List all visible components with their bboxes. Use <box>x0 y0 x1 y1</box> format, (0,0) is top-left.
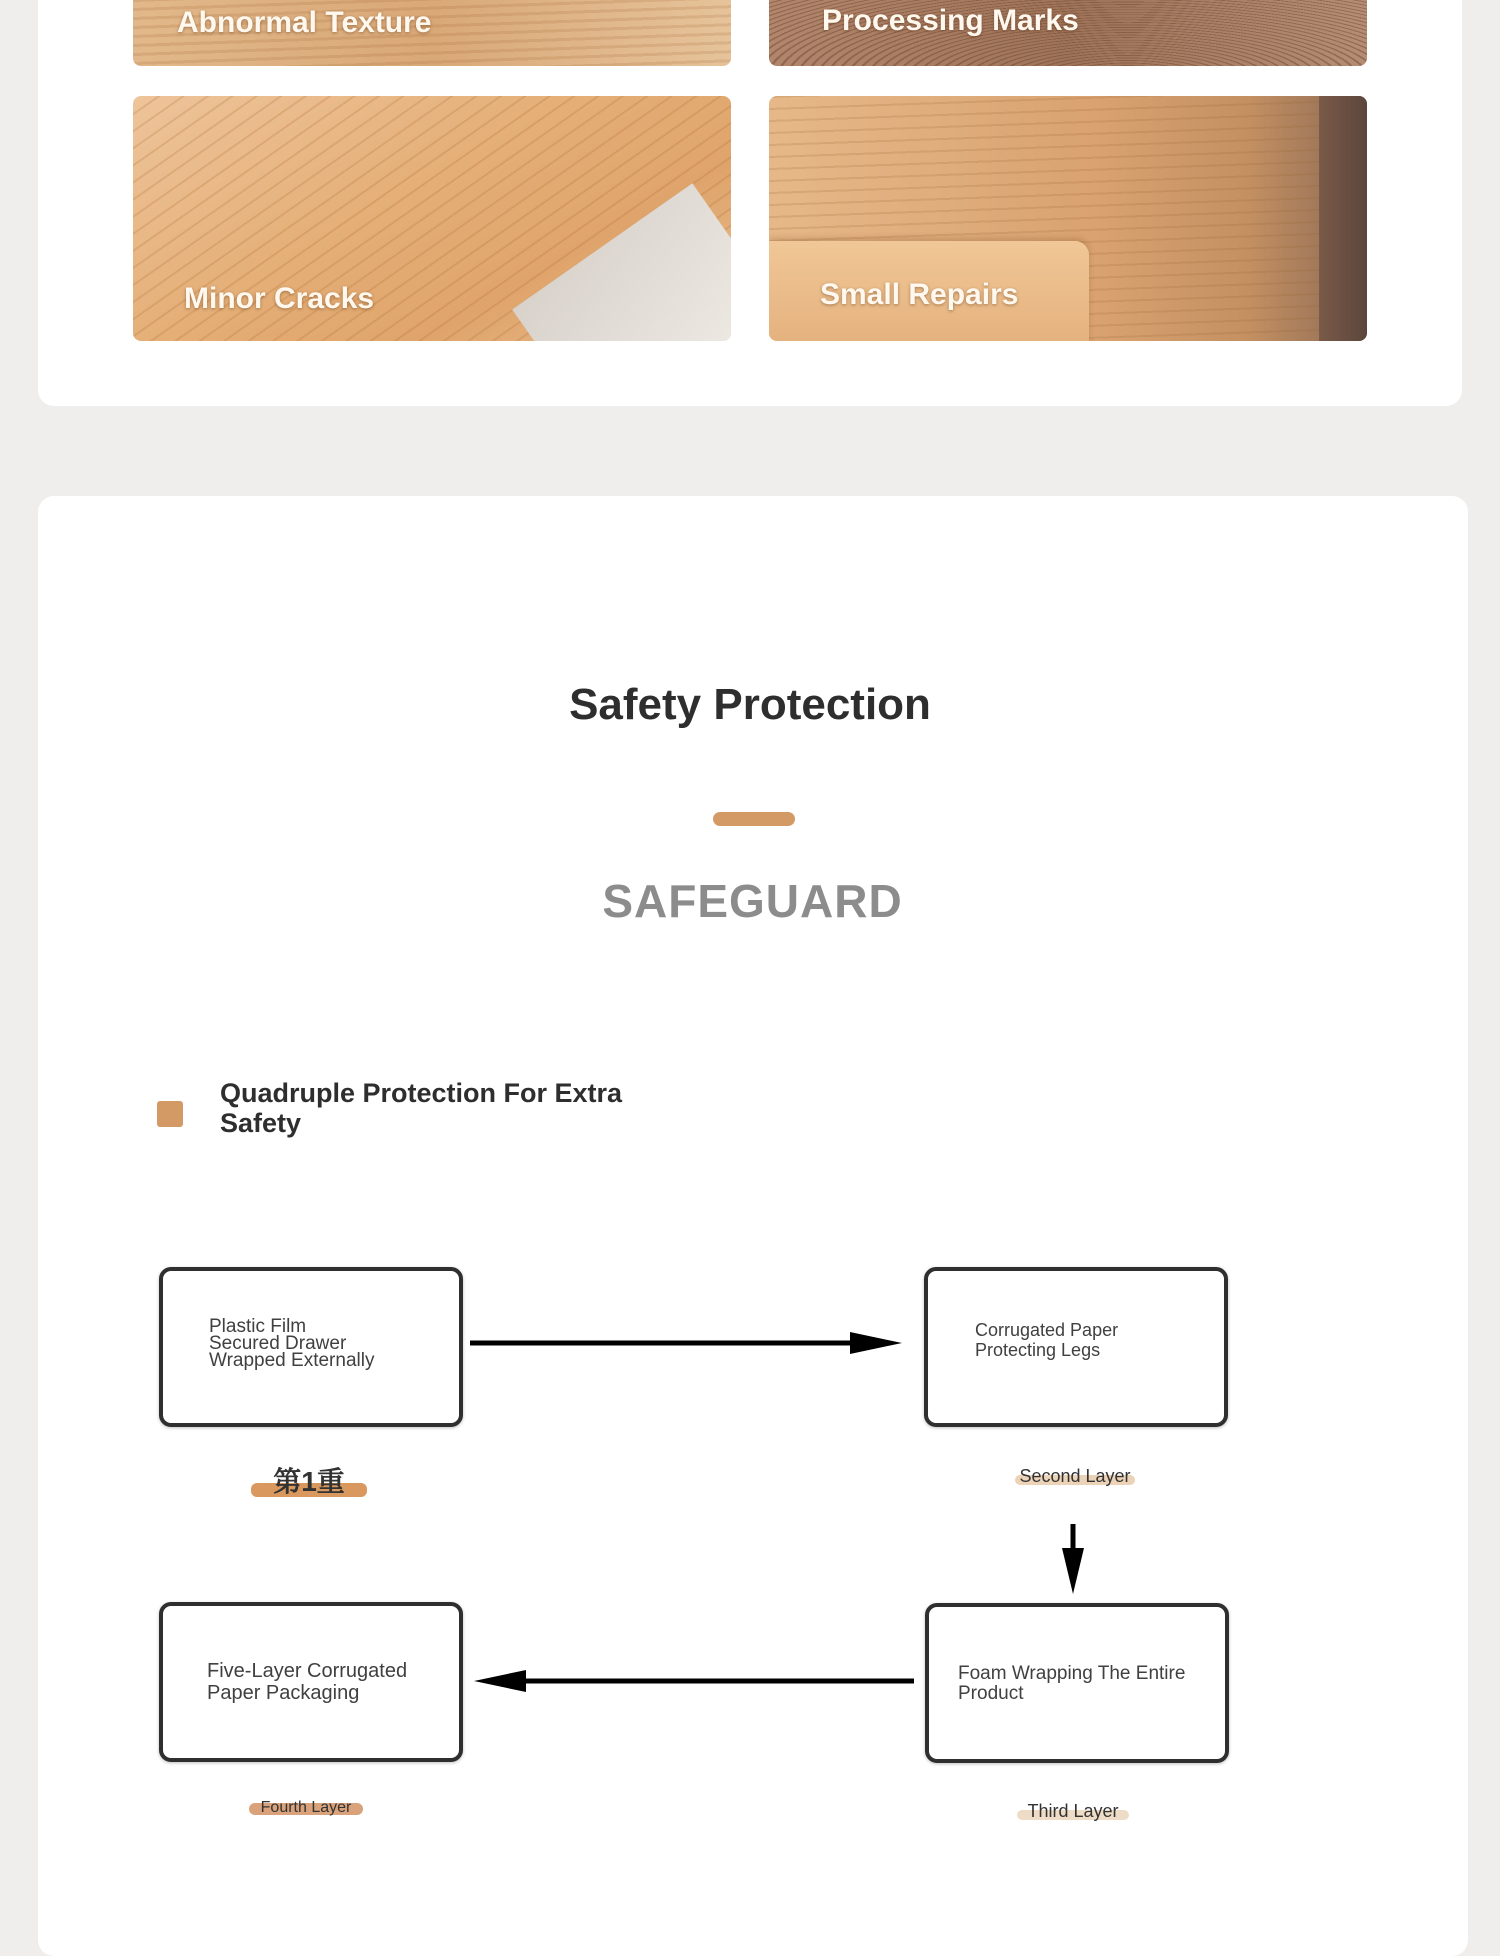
layer-tag-1-text: 第1重 <box>273 1466 345 1497</box>
section-subtitle: SAFEGUARD <box>602 875 903 927</box>
photo-label-minor-cracks: Minor Cracks <box>184 282 375 315</box>
layer-4-line-1: Five-Layer Corrugated <box>207 1660 408 1682</box>
layer-1-line-2: Secured Drawer <box>209 1333 347 1354</box>
layer-4-line-2: Paper Packaging <box>207 1682 360 1704</box>
layer-1-line-1: Plastic Film <box>209 1316 307 1337</box>
layer-tag-3-text: Third Layer <box>1027 1801 1119 1821</box>
arrow-icon-down <box>1062 1524 1084 1594</box>
photo-label-abnormal-texture: Abnormal Texture <box>177 6 432 39</box>
layer-3-line-2: Product <box>958 1683 1024 1704</box>
photo-label-small-repairs: Small Repairs <box>820 278 1019 311</box>
layer-tag-4-text: Fourth Layer <box>260 1799 352 1816</box>
protection-heading-line1: Quadruple Protection For Extra <box>220 1078 623 1108</box>
section-title: Safety Protection <box>569 680 931 729</box>
layer-2-line-2: Protecting Legs <box>975 1340 1101 1360</box>
photo-label-processing-marks: Processing Marks <box>822 4 1079 37</box>
protection-heading-line2: Safety <box>220 1108 302 1138</box>
arrow-icon-left <box>474 1670 914 1692</box>
layer-tag-2-text: Second Layer <box>1019 1466 1131 1486</box>
layer-1-line-3: Wrapped Externally <box>209 1350 375 1371</box>
layer-3-line-1: Foam Wrapping The Entire <box>958 1663 1186 1684</box>
arrow-icon-right <box>470 1332 902 1354</box>
layer-2-line-1: Corrugated Paper <box>975 1320 1119 1340</box>
